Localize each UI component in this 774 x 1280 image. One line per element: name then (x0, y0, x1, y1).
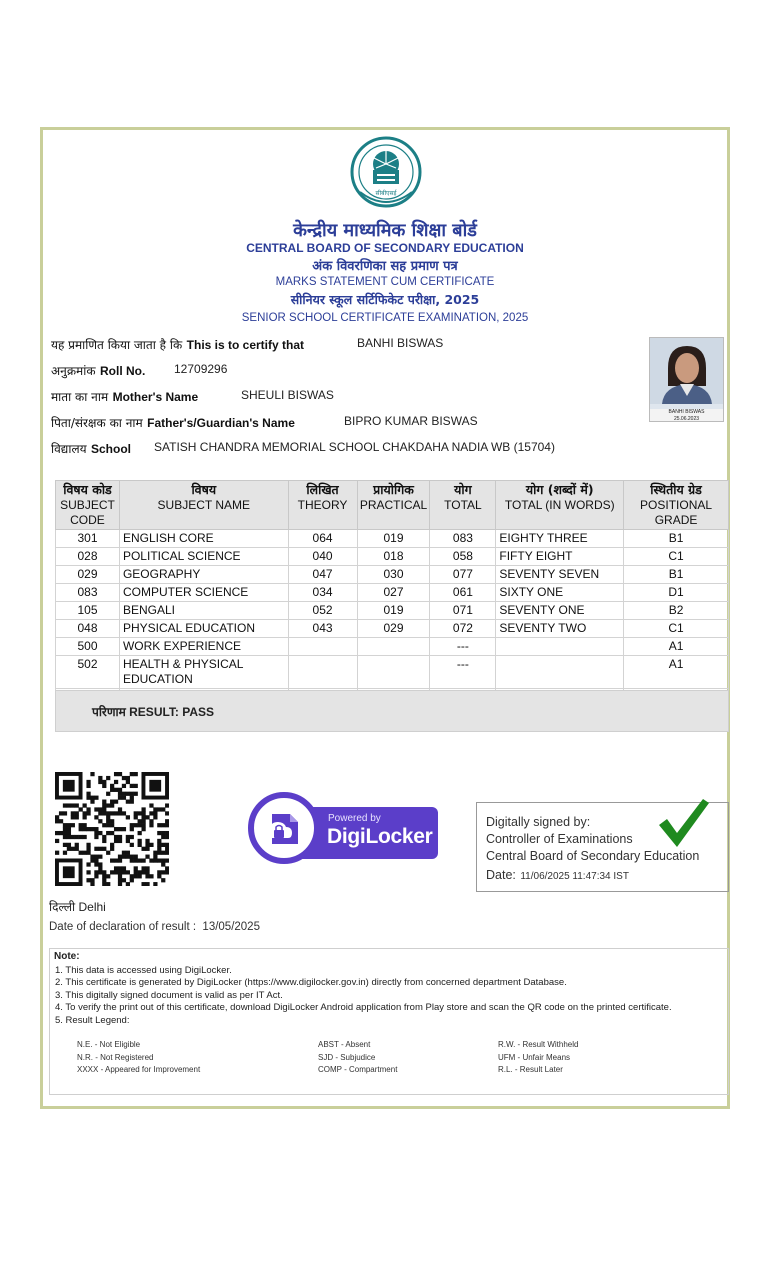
total-marks: 058 (430, 548, 496, 566)
practical-marks: 018 (357, 548, 430, 566)
note-item: 3. This digitally signed document is valid as per IT Act. (55, 989, 283, 1001)
notes-title: Note: (54, 951, 80, 962)
subject-name: POLITICAL SCIENCE (119, 548, 288, 566)
cbse-logo (346, 134, 426, 218)
total-in-words: FIFTY EIGHT (496, 548, 624, 566)
total-in-words (496, 638, 624, 656)
subject-name: ENGLISH CORE (119, 530, 288, 548)
total-marks: 061 (430, 584, 496, 602)
col-theory: लिखित THEORY (288, 481, 357, 530)
col-subject-code: विषय कोड SUBJECT CODE (56, 481, 120, 530)
school-name: SATISH CHANDRA MEMORIAL SCHOOL CHAKDAHA NADIA WB (15704) (154, 440, 555, 454)
photo-portrait (650, 338, 723, 404)
theory-marks: 034 (288, 584, 357, 602)
table-row (56, 548, 729, 566)
total-marks: 077 (430, 566, 496, 584)
digilocker-badge[interactable] (248, 792, 438, 868)
positional-grade: A1 (624, 638, 729, 656)
theory-marks (288, 656, 357, 689)
positional-grade: D1 (624, 584, 729, 602)
theory-marks: 043 (288, 620, 357, 638)
legend-column-3: R.W. - Result Withheld UFM - Unfair Means R.L. - Result Later (498, 1040, 579, 1074)
table-row (56, 638, 729, 656)
cloud-lock-icon (262, 808, 306, 848)
subject-code: 029 (56, 566, 120, 584)
theory-marks: 052 (288, 602, 357, 620)
note-item: 5. Result Legend: (55, 1014, 130, 1026)
practical-marks: 019 (357, 602, 430, 620)
total-marks: 083 (430, 530, 496, 548)
photo-caption-name: BANHI BISWAS (650, 409, 723, 416)
theory-marks: 047 (288, 566, 357, 584)
subject-name: HEALTH & PHYSICAL EDUCATION (119, 656, 288, 689)
note-item: 2. This certificate is generated by DigiLocker (https://www.digilocker.gov.in) directly from concerned department Database. (55, 977, 567, 988)
note-item: 1. This data is accessed using DigiLocker. (55, 964, 232, 976)
subject-code: 048 (56, 620, 120, 638)
note-item: 4. To verify the print out of this certificate, download DigiLocker Android application from Play store and scan the QR code on the printed certificate. (55, 1002, 672, 1013)
signer-organization: Central Board of Secondary Education (486, 849, 700, 863)
father-name: BIPRO KUMAR BISWAS (344, 414, 478, 428)
total-marks: --- (430, 638, 496, 656)
table-row (56, 602, 729, 620)
subject-name: WORK EXPERIENCE (119, 638, 288, 656)
student-name: BANHI BISWAS (357, 336, 444, 350)
col-total: योग TOTAL (430, 481, 496, 530)
roll-label: अनुक्रमांक Roll No. (51, 364, 146, 378)
total-in-words (496, 656, 624, 689)
exam-title-english: SENIOR SCHOOL CERTIFICATE EXAMINATION, 2025 (241, 312, 529, 324)
total-in-words: SEVENTY SEVEN (496, 566, 624, 584)
practical-marks (357, 638, 430, 656)
positional-grade: C1 (624, 620, 729, 638)
theory-marks (288, 638, 357, 656)
statement-title-hindi: अंक विवरणिका सह प्रमाण पत्र (312, 259, 458, 274)
signed-by-label: Digitally signed by: (486, 815, 591, 829)
theory-marks: 064 (288, 530, 357, 548)
practical-marks: 029 (357, 620, 430, 638)
col-subject-name: विषय SUBJECT NAME (119, 481, 288, 530)
total-marks: 071 (430, 602, 496, 620)
table-row (56, 656, 729, 689)
legend-column-2: ABST - Absent SJD - Subjudice COMP - Compartment (318, 1040, 398, 1074)
student-photo (649, 337, 724, 422)
roll-number: 12709296 (174, 362, 228, 376)
board-name-hindi: केन्द्रीय माध्यमिक शिक्षा बोर्ड (293, 220, 477, 241)
positional-grade: B1 (624, 566, 729, 584)
total-in-words: EIGHTY THREE (496, 530, 624, 548)
subject-code: 301 (56, 530, 120, 548)
practical-marks: 027 (357, 584, 430, 602)
qr-code[interactable] (55, 772, 169, 886)
mother-name: SHEULI BISWAS (241, 388, 334, 402)
subject-code: 028 (56, 548, 120, 566)
exam-title-hindi: सीनियर स्कूल सर्टिफिकेट परीक्षा, 2025 (290, 292, 480, 307)
subject-code: 083 (56, 584, 120, 602)
col-grade: स्थितीय ग्रेड POSITIONAL GRADE (624, 481, 729, 530)
total-marks: --- (430, 656, 496, 689)
positional-grade: C1 (624, 548, 729, 566)
table-row (56, 566, 729, 584)
subject-code: 502 (56, 656, 120, 689)
svg-text:सीबीएसई: सीबीएसई (375, 190, 397, 197)
notes-box (49, 948, 729, 1095)
subject-code: 500 (56, 638, 120, 656)
signature-date: Date: 11/06/2025 11:47:34 IST (486, 868, 629, 882)
check-mark-icon (655, 795, 711, 851)
table-row (56, 620, 729, 638)
signer-title: Controller of Examinations (486, 832, 633, 846)
statement-title-english: MARKS STATEMENT CUM CERTIFICATE (275, 276, 495, 288)
total-in-words: SEVENTY ONE (496, 602, 624, 620)
subject-code: 105 (56, 602, 120, 620)
practical-marks: 030 (357, 566, 430, 584)
father-label: पिता/संरक्षक का नाम Father's/Guardian's Name (51, 416, 295, 430)
total-in-words: SIXTY ONE (496, 584, 624, 602)
subject-name: BENGALI (119, 602, 288, 620)
theory-marks: 040 (288, 548, 357, 566)
marks-certificate (40, 127, 730, 1109)
marks-table (55, 480, 729, 707)
positional-grade: B2 (624, 602, 729, 620)
photo-caption-date: 25.06.2023 (650, 416, 723, 422)
practical-marks: 019 (357, 530, 430, 548)
subject-name: COMPUTER SCIENCE (119, 584, 288, 602)
positional-grade: A1 (624, 656, 729, 689)
subject-name: PHYSICAL EDUCATION (119, 620, 288, 638)
col-total-words: योग (शब्दों में) TOTAL (IN WORDS) (496, 481, 624, 530)
digital-signature-box (476, 802, 729, 892)
board-name-english: CENTRAL BOARD OF SECONDARY EDUCATION (246, 241, 524, 255)
certify-line: यह प्रमाणित किया जाता है कि This is to certify that (51, 338, 305, 352)
positional-grade: B1 (624, 530, 729, 548)
subject-name: GEOGRAPHY (119, 566, 288, 584)
table-header-row (56, 481, 729, 530)
result-text: परिणाम RESULT: PASS (92, 705, 215, 719)
declaration-date: Date of declaration of result : 13/05/2025 (49, 921, 260, 933)
result-box (55, 690, 729, 732)
table-row (56, 584, 729, 602)
practical-marks (357, 656, 430, 689)
place-label: दिल्ली Delhi (49, 900, 106, 914)
col-practical: प्रायोगिक PRACTICAL (357, 481, 430, 530)
school-label: विद्यालय School (51, 442, 132, 456)
mother-label: माता का नाम Mother's Name (51, 390, 199, 404)
legend-column-1: N.E. - Not Eligible N.R. - Not Registered XXXX - Appeared for Improvement (77, 1040, 201, 1074)
digilocker-brand: DigiLocker (327, 825, 433, 848)
powered-by-label: Powered by (328, 813, 381, 824)
table-row (56, 530, 729, 548)
total-in-words: SEVENTY TWO (496, 620, 624, 638)
total-marks: 072 (430, 620, 496, 638)
